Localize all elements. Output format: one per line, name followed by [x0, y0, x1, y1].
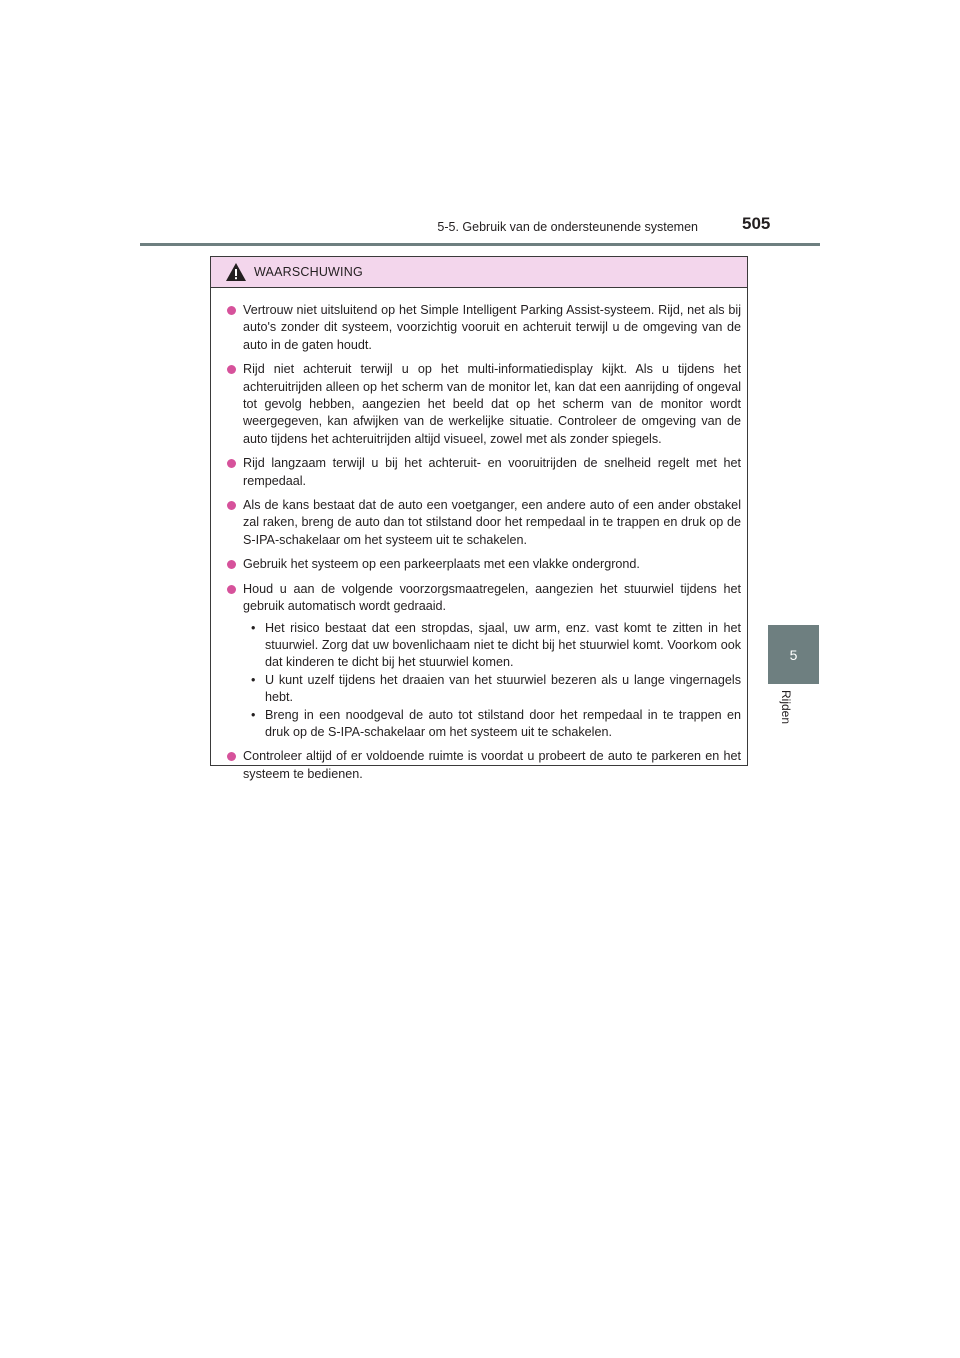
list-item-text: Rijd langzaam terwijl u bij het achteruit- en vooruitrijden de snelheid regelt met het rempedaal. [243, 456, 741, 488]
list-item-text: Houd u aan de volgende voorzorgsmaatregelen, aangezien het stuurwiel tijdens het gebruik automatisch wordt gedraaid. [243, 581, 741, 614]
list-item [227, 455, 741, 490]
bullet-dot-icon [227, 459, 236, 468]
list-item-text: Controleer altijd of er voldoende ruimte is voordat u probeert de auto te parkeren en het systeem te bedienen. [243, 749, 741, 781]
sub-list [243, 620, 741, 742]
list-item-text: Gebruik het systeem op een parkeerplaats met een vlakke ondergrond. [243, 557, 640, 572]
bullet-dot-icon [227, 365, 236, 374]
chapter-number: 5 [789, 646, 798, 663]
bullet-dot-icon [227, 560, 236, 569]
bullet-dot-icon [227, 585, 236, 594]
list-item [227, 302, 741, 354]
sub-list-item [247, 620, 741, 672]
sub-bullet: • [251, 672, 256, 687]
sub-list-item [247, 707, 741, 742]
sub-list-item-text: U kunt uzelf tijdens het draaien van het stuurwiel bezeren als u lange vingernagels hebt. [265, 672, 741, 705]
list-item-text: Rijd niet achteruit terwijl u op het multi-informatiedisplay kijkt. Als u tijdens het achteruitrijden alleen op het scherm van de monitor let, kan dat een aanrijding of ongeval tot gevolg hebben, aangezien het beeld dat op het scherm van de monitor wordt weergegeven, kan afwijken van de werkelijke situatie. Controleer de omgeving van de auto tijdens het achteruitrijden altijd visueel, zowel met als zonder spiegels. [243, 362, 741, 446]
list-item [227, 581, 741, 742]
warning-box [210, 256, 748, 781]
page-number: 505 [742, 214, 771, 233]
warning-header [211, 257, 747, 288]
sub-list-item-text: Het risico bestaat dat een stropdas, sjaal, uw arm, enz. vast komt te zitten in het stuurwiel. Zorg dat uw bovenlichaam niet te dicht bij het stuurwiel komt. Voorkom ook dat kinderen te dicht bij het stuurwiel komen. [265, 620, 741, 670]
list-item [227, 361, 741, 448]
warning-title: WAARSCHUWING [254, 265, 363, 279]
sub-bullet: • [251, 620, 256, 635]
sub-bullet: • [251, 707, 256, 722]
bullet-dot-icon [227, 752, 236, 761]
chapter-label-container [773, 690, 813, 730]
list-item [227, 748, 741, 783]
list-item-text: Vertrouw niet uitsluitend op het Simple Intelligent Parking Assist-systeem. Rijd, net als bij auto's zonder dit systeem, voorzichtig vooruit en achteruit terwijl u de omgeving van de auto in de gaten houdt. [243, 303, 741, 352]
section-title: 5-5. Gebruik van de ondersteunende systemen [437, 220, 698, 234]
list-item [227, 497, 741, 549]
warning-list [211, 288, 747, 783]
sub-list-item [247, 672, 741, 707]
bullet-dot-icon [227, 306, 236, 315]
chapter-label: Rijden [779, 690, 793, 725]
sub-list-item-text: Breng in een noodgeval de auto tot stilstand door het rempedaal in te trappen en druk op de S-IPA-schakelaar om het systeem uit te schakelen. [265, 707, 741, 739]
bullet-dot-icon [227, 501, 236, 510]
header-divider [140, 243, 820, 246]
warning-triangle-icon [225, 262, 247, 282]
list-item-text: Als de kans bestaat dat de auto een voetganger, een andere auto of een ander obstakel zal raken, breng de auto dan tot stilstand door het rempedaal in te trappen en druk op de S-IPA-schakelaar om het systeem uit te schakelen. [243, 498, 741, 547]
chapter-tab [768, 625, 819, 684]
list-item [227, 556, 741, 573]
